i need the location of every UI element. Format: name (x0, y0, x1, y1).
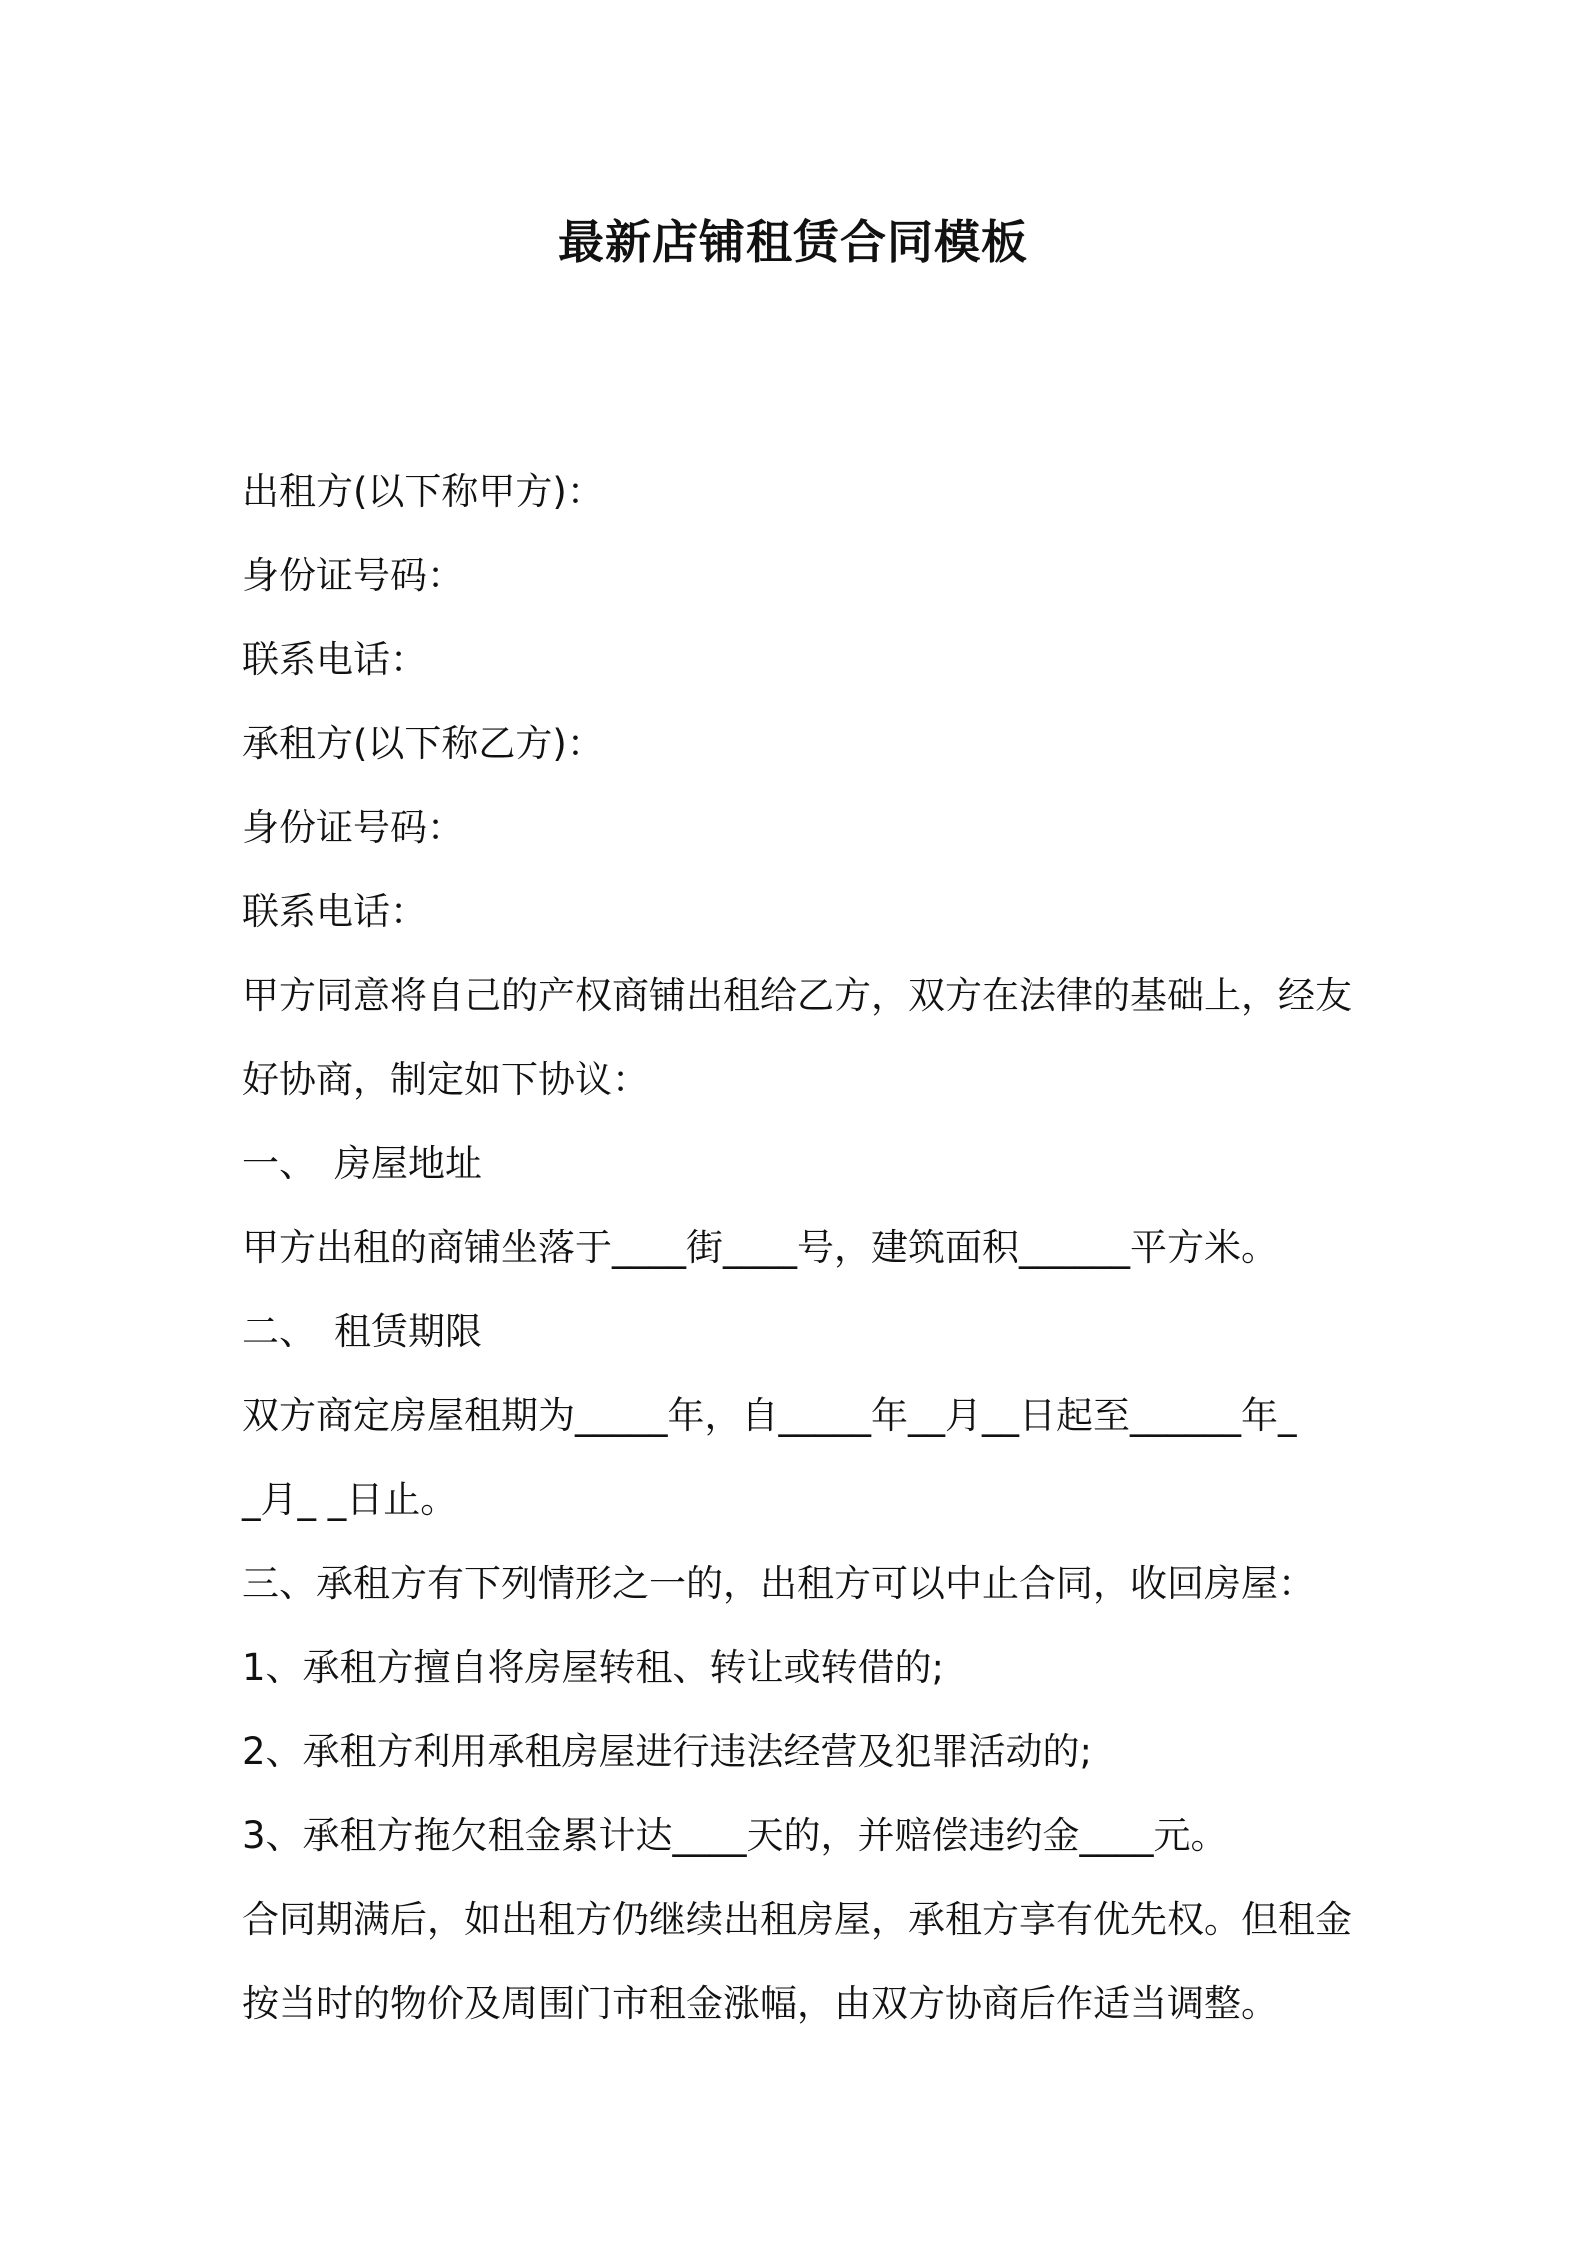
section-2-text-line-2: _月_ _日止。 (242, 1478, 458, 1521)
section-2-text-line-1: 双方商定房屋租期为_____年，自_____年__月__日起至______年_ (242, 1394, 1297, 1437)
section-3-item-3: 3、承租方拖欠租金累计达____天的，并赔偿违约金____元。 (242, 1814, 1228, 1857)
intro-line-2: 好协商，制定如下协议： (242, 1058, 649, 1101)
section-1-text: 甲方出租的商铺坐落于____街____号，建筑面积______平方米。 (242, 1226, 1278, 1269)
section-3-heading: 三、承租方有下列情形之一的，出租方可以中止合同，收回房屋： (242, 1562, 1315, 1605)
lessee-id-line: 身份证号码： (242, 806, 464, 849)
lessor-id-line: 身份证号码： (242, 554, 464, 597)
section-3-item-1: 1、承租方擅自将房屋转租、转让或转借的; (242, 1646, 945, 1689)
section-2-title: 租赁期限 (334, 1310, 482, 1353)
section-2-heading (242, 1290, 1362, 1374)
closing-line-2: 按当时的物价及周围门市租金涨幅，由双方协商后作适当调整。 (242, 1982, 1278, 2025)
closing-line-1: 合同期满后，如出租方仍继续出租房屋，承租方享有优先权。但租金 (242, 1898, 1352, 1941)
intro-line-1: 甲方同意将自己的产权商铺出租给乙方，双方在法律的基础上，经友 (242, 974, 1352, 1017)
document-title: 最新店铺租赁合同模板 (558, 215, 1028, 269)
section-1-number: 一、 (242, 1142, 316, 1185)
section-3-item-2: 2、承租方利用承租房屋进行违法经营及犯罪活动的; (242, 1730, 1093, 1773)
section-2-number: 二、 (242, 1310, 316, 1353)
section-1-title: 房屋地址 (334, 1142, 482, 1185)
lessee-line: 承租方(以下称乙方)： (242, 722, 604, 765)
lessee-phone-line: 联系电话： (242, 890, 427, 933)
lessor-line: 出租方(以下称甲方)： (242, 470, 604, 513)
section-1-heading (242, 1122, 1362, 1206)
document-body (242, 450, 1362, 2046)
lessor-phone-line: 联系电话： (242, 638, 427, 681)
